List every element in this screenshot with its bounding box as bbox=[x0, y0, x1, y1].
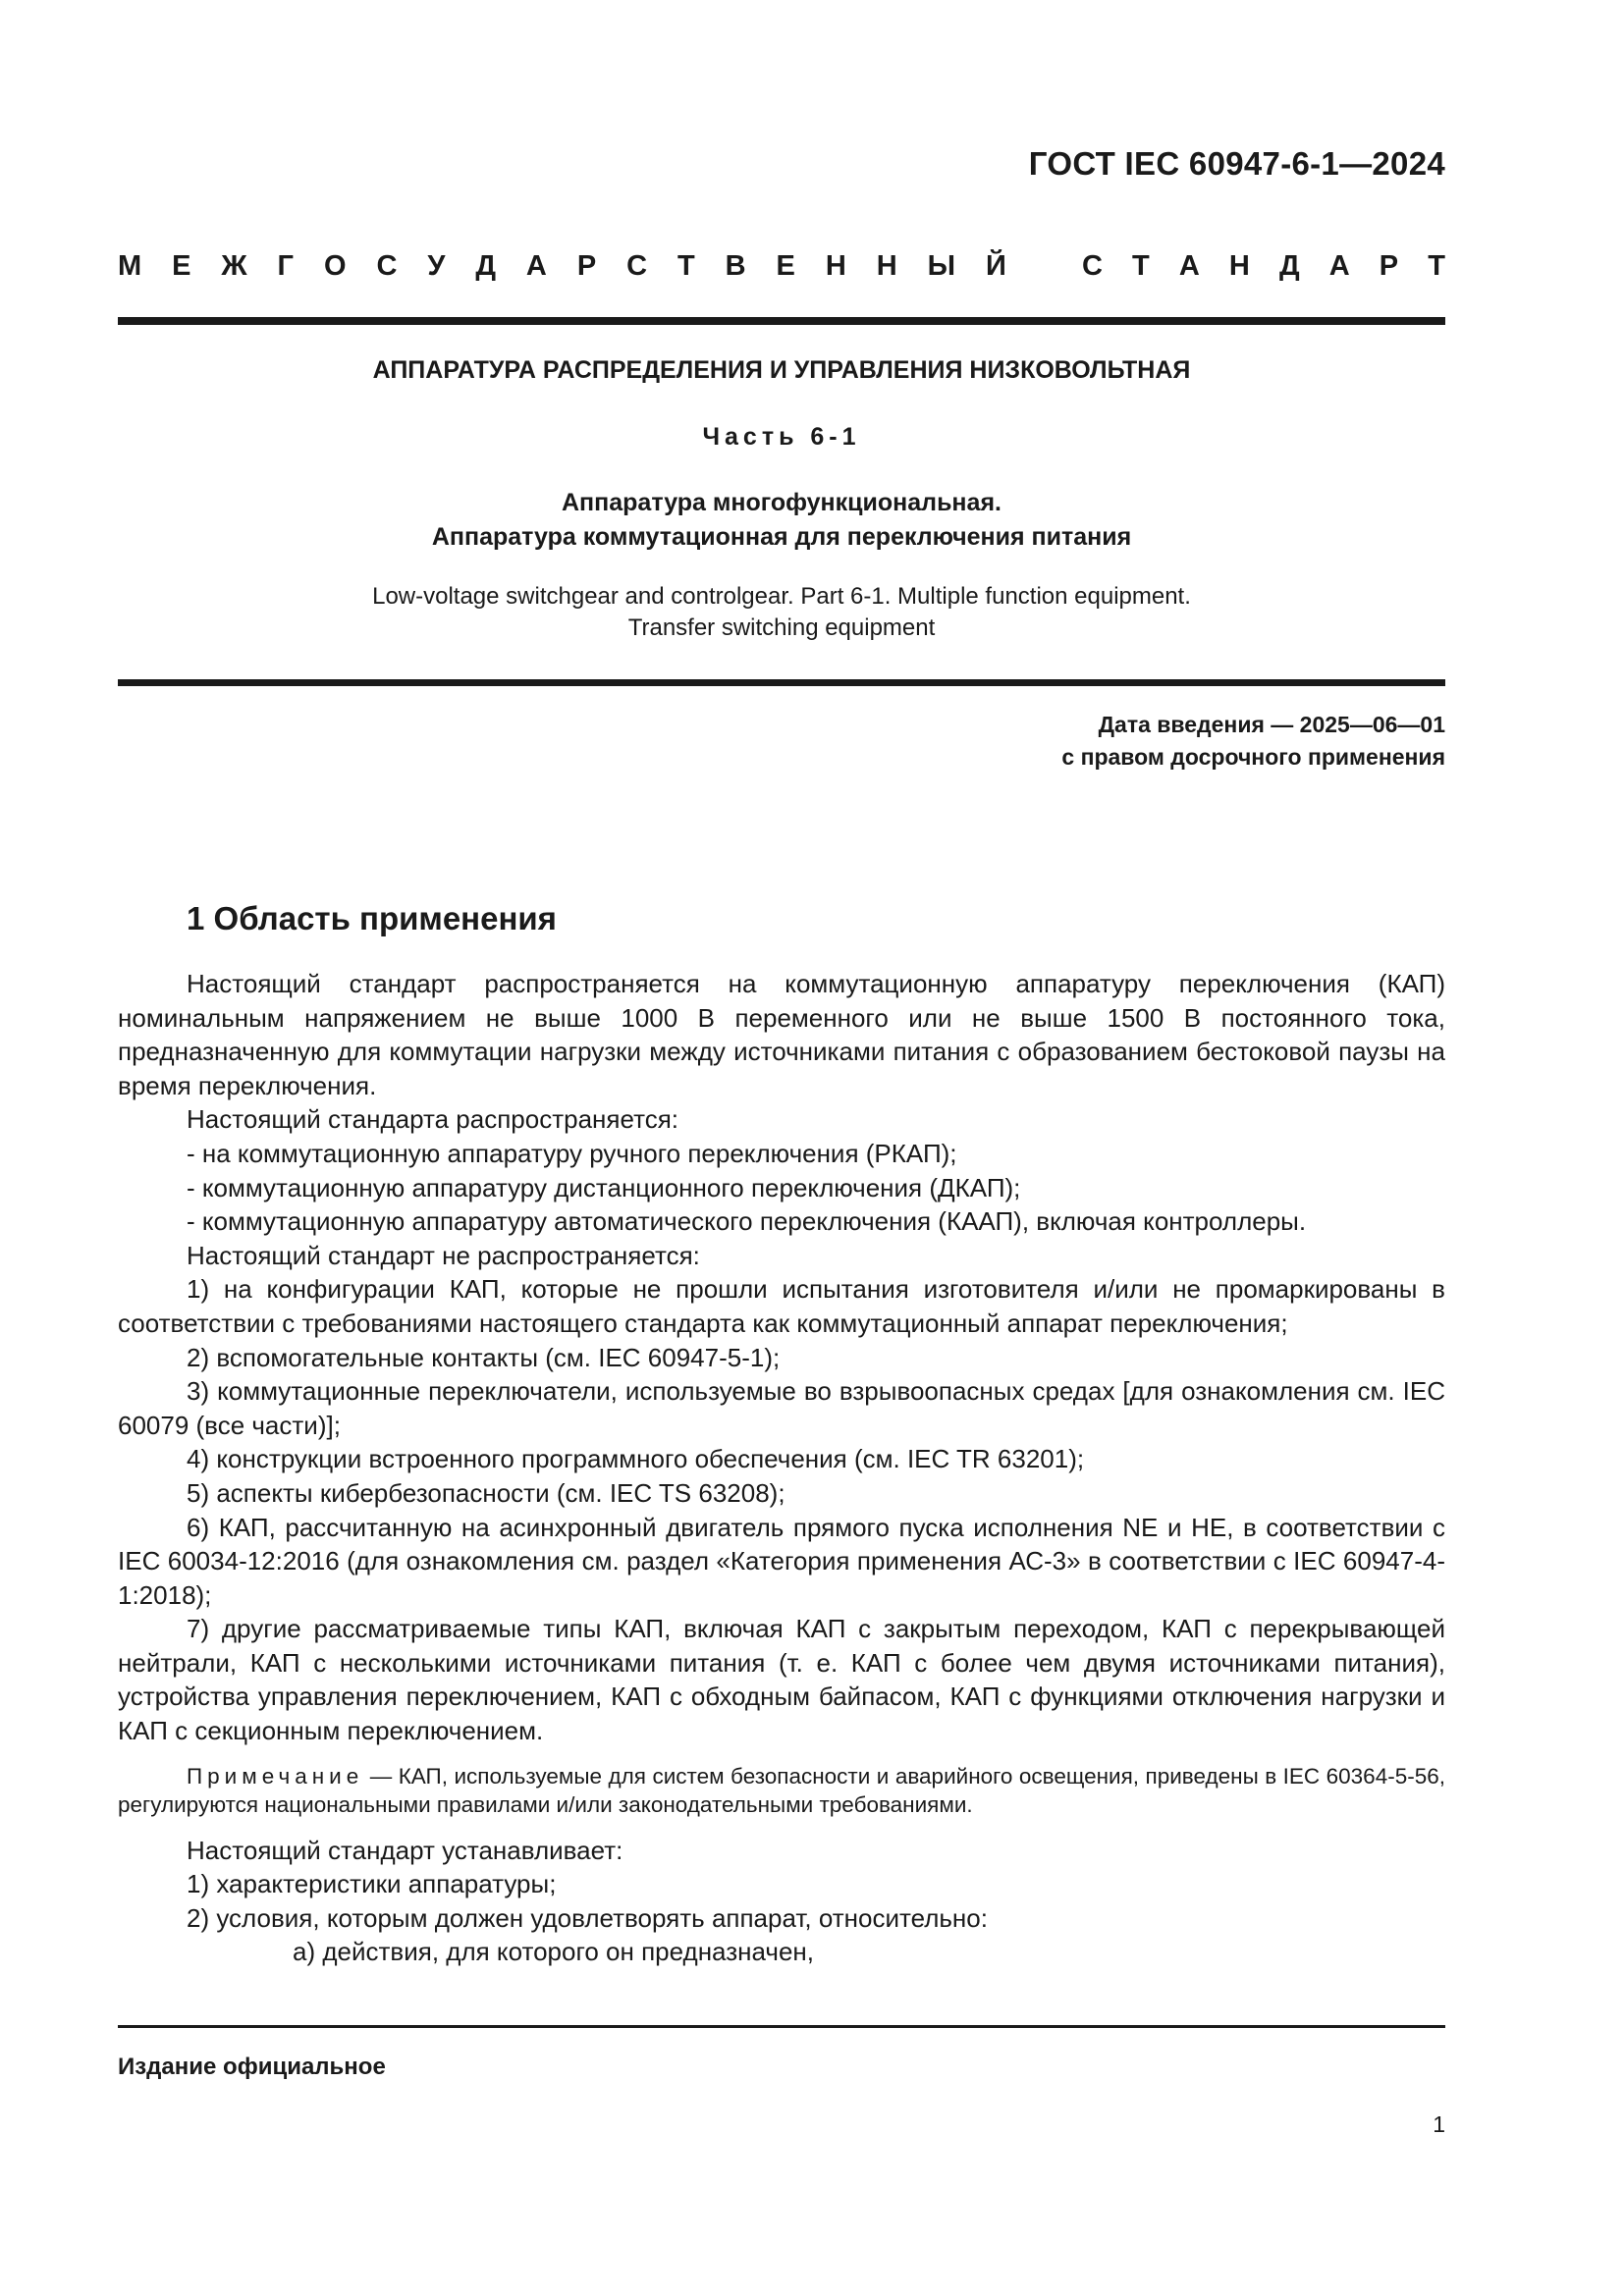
note-text: — КАП, используемые для систем безопасности и аварийного освещения, приведены в IEC 60364-5-56, регулируются национальными правилами и/или законодательными требованиями. bbox=[118, 1763, 1445, 1818]
date-block bbox=[1061, 709, 1445, 774]
list-item: 6) КАП, рассчитанную на асинхронный двигатель прямого пуска исполнения NE и HE, в соответствии с IEC 60034-12:2016 (для ознакомления см. раздел «Категория применения АС-3» в соответствии с IEC 60947-4-1:2018); bbox=[118, 1512, 1445, 1610]
section-body bbox=[118, 967, 1445, 1969]
letter: Н bbox=[825, 250, 846, 282]
list-item: - на коммутационную аппаратуру ручного переключения (РКАП); bbox=[187, 1138, 957, 1168]
paragraph: Настоящий стандарт не распространяется: bbox=[187, 1240, 700, 1270]
title-english bbox=[118, 581, 1445, 644]
footer-rule bbox=[118, 2025, 1445, 2028]
letter: Н bbox=[1228, 250, 1250, 282]
letter: С bbox=[376, 250, 398, 282]
list-item: 4) конструкции встроенного программного обеспечения (см. IEC TR 63201); bbox=[187, 1444, 1085, 1474]
subtitle-line-2: Аппаратура коммутационная для переключения питания bbox=[431, 523, 1132, 551]
letter: Т bbox=[1428, 250, 1445, 282]
section-heading: 1 Область применения bbox=[187, 900, 557, 936]
list-item: 1) характеристики аппаратуры; bbox=[187, 1869, 557, 1899]
list-item: а) действия, для которого он предназначен, bbox=[293, 1937, 814, 1967]
letter: Д bbox=[1278, 250, 1300, 282]
paragraph: Настоящий стандарт устанавливает: bbox=[187, 1835, 623, 1865]
letter: Ы bbox=[927, 250, 955, 282]
early-application: с правом досрочного применения bbox=[1061, 744, 1445, 770]
letter: Р bbox=[576, 250, 597, 282]
letter: Ж bbox=[221, 250, 247, 282]
letter: Й bbox=[985, 250, 1006, 282]
letter: А bbox=[525, 250, 547, 282]
page-number: 1 bbox=[1433, 2111, 1445, 2137]
title-main: АППАРАТУРА РАСПРЕДЕЛЕНИЯ И УПРАВЛЕНИЯ НИЗКОВОЛЬТНАЯ bbox=[372, 356, 1191, 384]
letter: В bbox=[725, 250, 746, 282]
list-item: 7) другие рассматриваемые типы КАП, включая КАП с закрытым переходом, КАП с перекрывающей нейтрали, КАП с несколькими источниками питания (т. е. КАП с более чем двумя источниками питания), устройства управления переключением, КАП с обходным байпасом, КАП с функциями отключения нагрузки и КАП с секционным переключением. bbox=[118, 1614, 1445, 1746]
note-label: Примечание bbox=[187, 1763, 364, 1789]
standard-designation: ГОСТ IEC 60947-6-1—2024 bbox=[1028, 145, 1445, 182]
list-item: - коммутационную аппаратуру автоматического переключения (КААП), включая контроллеры. bbox=[187, 1206, 1307, 1237]
letter: М bbox=[118, 250, 142, 282]
letter: Н bbox=[876, 250, 897, 282]
introduction-date: Дата введения — 2025—06—01 bbox=[1098, 712, 1445, 737]
title-part: Часть 6-1 bbox=[702, 423, 861, 451]
list-item: 2) вспомогательные контакты (см. IEC 60947-5-1); bbox=[187, 1342, 781, 1372]
letter: Д bbox=[475, 250, 496, 282]
interstate-standard-label bbox=[118, 250, 1445, 283]
english-title-line-2: Transfer switching equipment bbox=[627, 614, 936, 641]
interstate-word-2 bbox=[1082, 250, 1445, 283]
letter: С bbox=[626, 250, 648, 282]
list-item: 2) условия, которым должен удовлетворять аппарат, относительно: bbox=[187, 1902, 988, 1933]
letter: А bbox=[1328, 250, 1350, 282]
letter: У bbox=[427, 250, 446, 282]
title-subtitle bbox=[118, 486, 1445, 555]
letter: Р bbox=[1379, 250, 1399, 282]
letter: А bbox=[1178, 250, 1200, 282]
list-item: - коммутационную аппаратуру дистанционного переключения (ДКАП); bbox=[187, 1172, 1021, 1202]
interstate-word-1 bbox=[118, 250, 1006, 283]
note bbox=[118, 1762, 1445, 1820]
letter: Т bbox=[677, 250, 695, 282]
letter: Е bbox=[776, 250, 795, 282]
list-item: 5) аспекты кибербезопасности (см. IEC TS 63208); bbox=[187, 1477, 785, 1508]
letter: О bbox=[323, 250, 347, 282]
subtitle-line-1: Аппаратура многофункциональная. bbox=[562, 489, 1001, 516]
official-edition-label: Издание официальное bbox=[118, 2054, 386, 2080]
header-rule bbox=[118, 317, 1445, 325]
paragraph: Настоящий стандарта распространяется: bbox=[187, 1104, 679, 1135]
letter: Т bbox=[1132, 250, 1150, 282]
letter: Г bbox=[277, 250, 294, 282]
list-item: 1) на конфигурации КАП, которые не прошли испытания изготовителя и/или не промаркированы в соответствии с требованиями настоящего стандарта как коммутационный аппарат переключения; bbox=[118, 1274, 1445, 1338]
list-item: 3) коммутационные переключатели, используемые во взрывоопасных средах [для ознакомления см. IEC 60079 (все части)]; bbox=[118, 1376, 1445, 1440]
title-rule bbox=[118, 679, 1445, 686]
letter: Е bbox=[172, 250, 191, 282]
english-title-line-1: Low-voltage switchgear and controlgear. Part 6-1. Multiple function equipment. bbox=[372, 583, 1191, 610]
letter: С bbox=[1082, 250, 1103, 282]
paragraph: Настоящий стандарт распространяется на коммутационную аппаратуру переключения (КАП) номинальным напряжением не выше 1000 В переменного или не выше 1500 В постоянного тока, предназначенную для коммутации нагрузки между источниками питания с образованием бестоковой паузы на время переключения. bbox=[118, 969, 1445, 1100]
